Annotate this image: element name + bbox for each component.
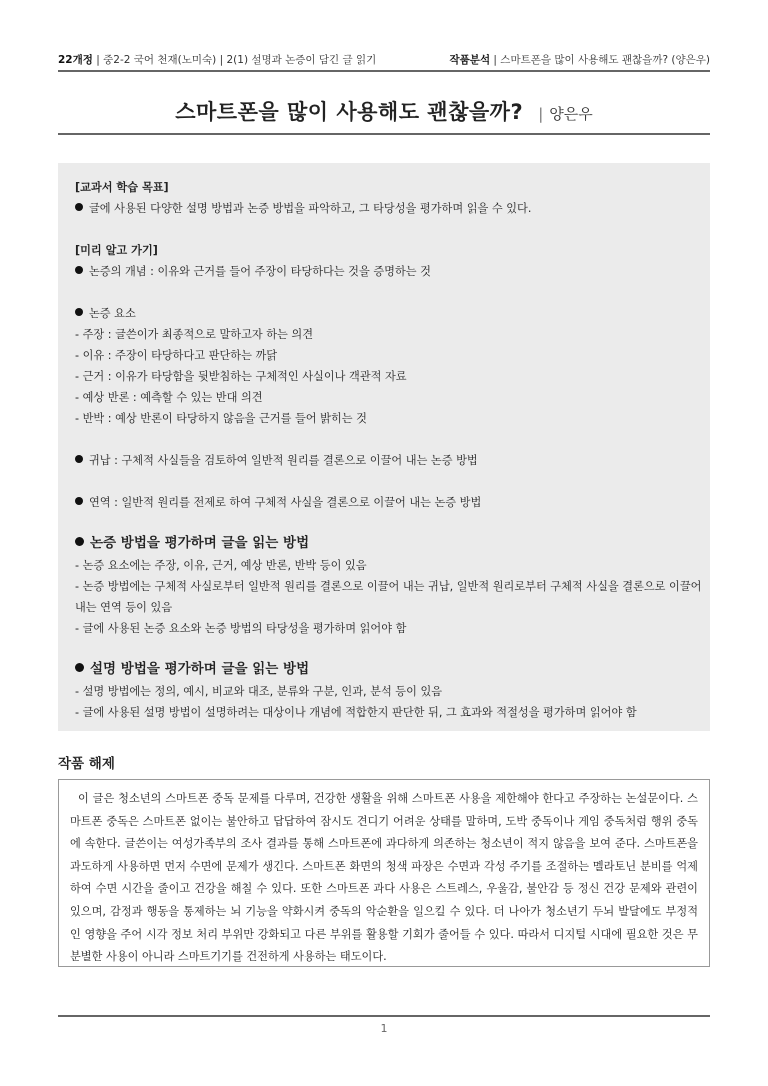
preview-definition	[75, 261, 705, 282]
elements-item: - 이유 : 주장이 타당하다고 판단하는 까닭	[75, 349, 278, 362]
analysis-text: 이 글은 청소년의 스마트폰 중독 문제를 다루며, 건강한 생활을 위해 스마트폰 사용을 제한해야 한다고 주장하는 논설문이다. 스마트폰 중독은 스마트폰 없이는 불안하고 답답하여 잠시도 견디기 어려운 상태를 말하며, 도박 중독이나 게임 중독처럼 행위 중독에 속한다. 글쓴이는 여성가족부의 조사 결과를 통해 스마트폰에 과다하게 의존하는 청소년이 적지 않음을 보여 준다. 스마트폰을 과도하게 사용하면 먼저 수면에 문제가 생긴다. 스마트폰 화면의 청색 파장은 수면과 각성 주기를 조절하는 멜라토닌 분비를 억제하여 수면 시간을 줄이고 건강을 해칠 수 있다. 또한 스마트폰 과다 사용은 스트레스, 우울감, 불안감 등 정신 건강 문제와 관련이 있으며, 감정과 행동을 통제하는 뇌 기능을 약화시켜 중독의 악순환을 일으킬 수 있다. 더 나아가 청소년기 두뇌 발달에도 부정적인 영향을 주어 시각 정보 처리 부위만 강화되고 다른 부위를 활용할 기회가 줄어들 수 있다. 따라서 디지털 시대에 필요한 것은 무분별한 사용이 아니라 스마트기기를 건전하게 사용하는 태도이다.	[70, 792, 698, 964]
goals-text: 글에 사용된 다양한 설명 방법과 논증 방법을 파악하고, 그 타당성을 평가하며 읽을 수 있다.	[89, 202, 532, 215]
author: | 양은우	[538, 105, 593, 123]
page-header	[58, 50, 710, 70]
bullet-icon	[75, 537, 84, 546]
elements-item: - 예상 반론 : 예측할 수 있는 반대 의견	[75, 391, 263, 404]
bullet-icon	[75, 266, 83, 274]
goals-item	[75, 198, 705, 219]
title-divider	[58, 133, 710, 135]
header-left	[58, 52, 376, 67]
argument-reading-item: - 글에 사용된 논증 요소와 논증 방법의 타당성을 평가하며 읽어야 함	[75, 622, 407, 635]
explanation-reading-item: - 글에 사용된 설명 방법이 설명하려는 대상이나 개념에 적합한지 판단한 뒤, 그 효과와 적절성을 평가하며 읽어야 함	[75, 706, 637, 719]
header-course: | 중2-2 국어 천재(노미숙) | 2(1) 설명과 논증이 담긴 글 읽기	[92, 54, 377, 66]
bullet-icon	[75, 308, 83, 316]
bullet-icon	[75, 455, 83, 463]
page-title: 스마트폰을 많이 사용해도 괜찮을까?	[175, 100, 524, 124]
bullet-icon	[75, 497, 83, 505]
argument-reading-heading	[75, 531, 705, 555]
footer-divider	[58, 1015, 710, 1017]
induction-item	[75, 450, 705, 471]
deduction-item	[75, 492, 705, 513]
bullet-icon	[75, 203, 83, 211]
analysis-heading: 작품 해제	[58, 756, 115, 772]
induction-text: 귀납 : 구체적 사실들을 검토하여 일반적 원리를 결론으로 이끌어 내는 논증 방법	[89, 454, 478, 467]
author-name: 양은우	[549, 105, 593, 123]
explanation-reading-item: - 설명 방법에는 정의, 예시, 비교와 대조, 분류와 구분, 인과, 분석 등이 있음	[75, 685, 443, 698]
elements-item: - 주장 : 글쓴이가 최종적으로 말하고자 하는 의견	[75, 328, 314, 341]
elements-item: - 반박 : 예상 반론이 타당하지 않음을 근거를 들어 밝히는 것	[75, 412, 367, 425]
header-category: 작품분석	[449, 54, 491, 66]
explanation-reading-heading-text: 설명 방법을 평가하며 글을 읽는 방법	[90, 661, 310, 677]
header-curriculum: 22개정	[58, 54, 93, 66]
definition-text: 논증의 개념 : 이유와 근거를 들어 주장이 타당하다는 것을 증명하는 것	[89, 265, 431, 278]
deduction-text: 연역 : 일반적 원리를 전제로 하여 구체적 사실을 결론으로 이끌어 내는 논증 방법	[89, 496, 482, 509]
elements-item: - 근거 : 이유가 타당함을 뒷받침하는 구체적인 사실이나 객관적 자료	[75, 370, 407, 383]
bullet-icon	[75, 663, 84, 672]
elements-heading	[75, 303, 705, 324]
explanation-reading-heading	[75, 657, 705, 681]
preview-heading: [미리 알고 가기]	[75, 244, 158, 257]
elements-heading-text: 논증 요소	[89, 307, 136, 320]
header-right	[450, 52, 710, 67]
argument-reading-item: - 논증 요소에는 주장, 이유, 근거, 예상 반론, 반박 등이 있음	[75, 559, 367, 572]
argument-reading-item: - 논증 방법에는 구체적 사실로부터 일반적 원리를 결론으로 이끌어 내는 귀납, 일반적 원리로부터 구체적 사실을 결론으로 이끌어 내는 연역 등이 있음	[75, 580, 702, 614]
header-divider	[58, 70, 710, 72]
goals-heading: [교과서 학습 목표]	[75, 181, 169, 194]
argument-reading-heading-text: 논증 방법을 평가하며 글을 읽는 방법	[90, 535, 310, 551]
summary-content	[75, 177, 705, 723]
page-number: 1	[380, 1022, 388, 1035]
header-work: | 스마트폰을 많이 사용해도 괜찮을까? (양은우)	[490, 54, 710, 66]
title-block	[58, 96, 710, 126]
